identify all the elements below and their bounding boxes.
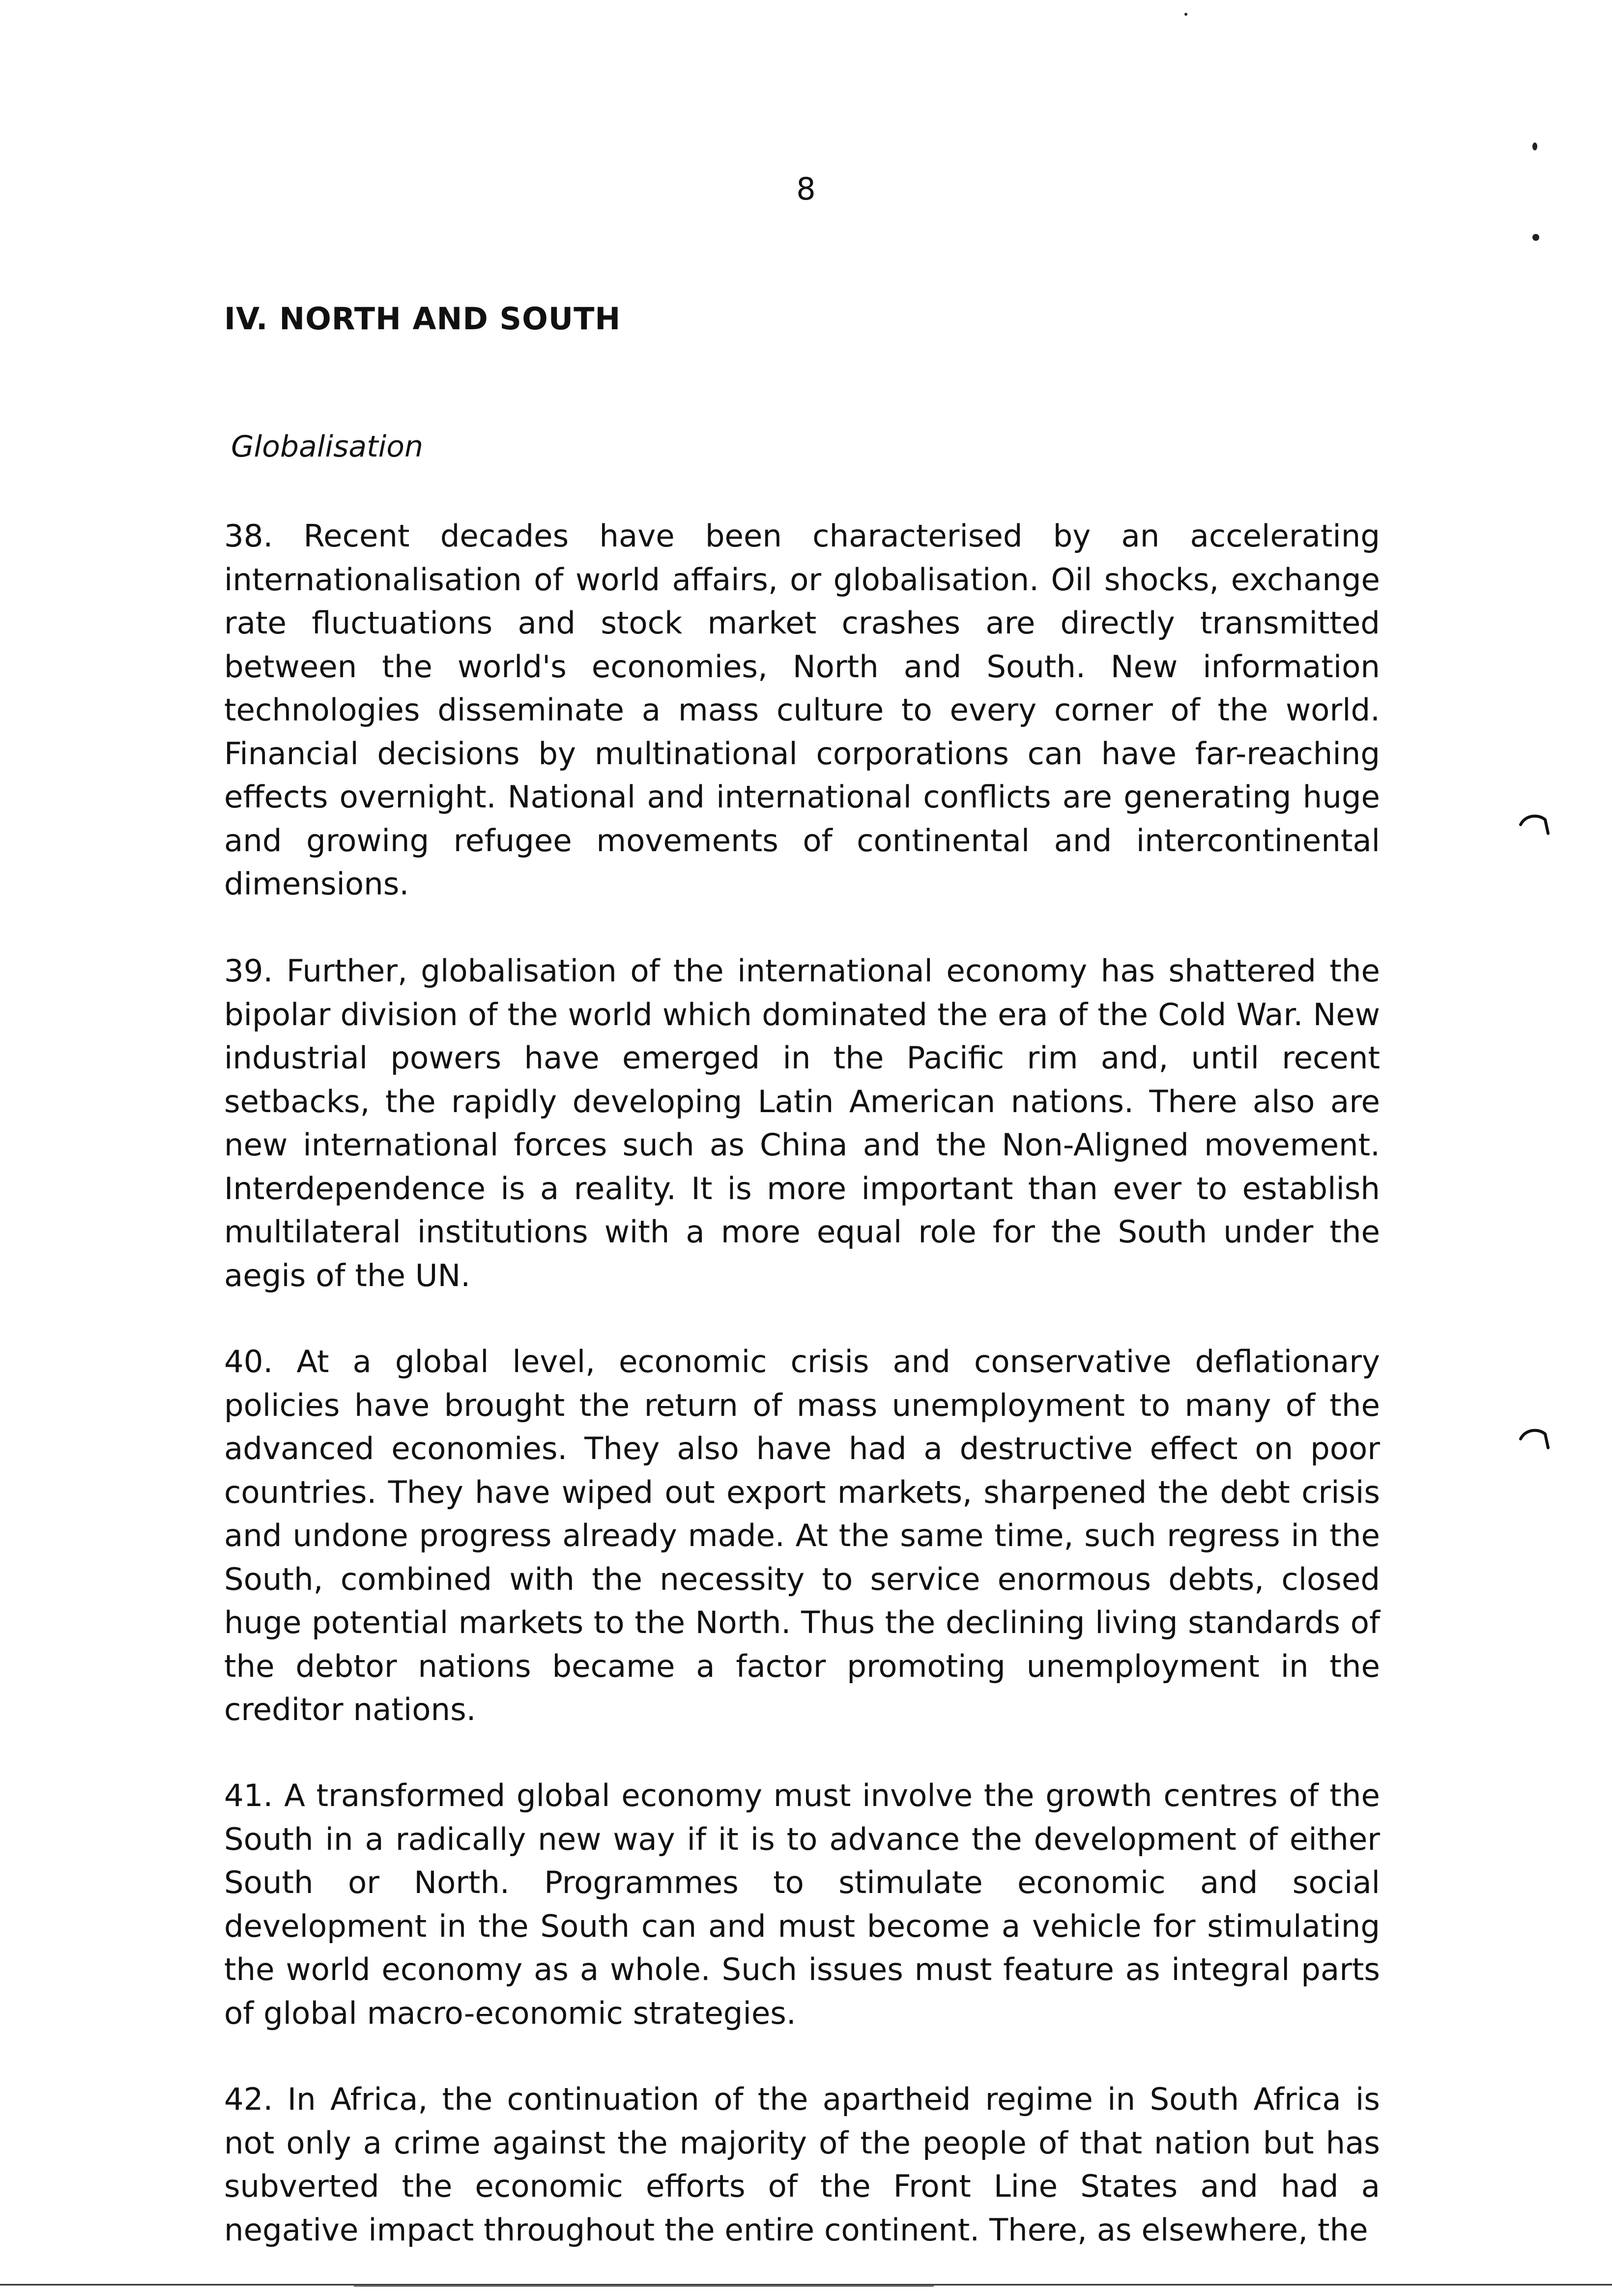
paragraph-42: 42. In Africa, the continuation of the apartheid regime in South Africa is not only a crime against the majority of the people of that nation but has subverted the economic efforts of the Front Line States and had a negative impact throughout the entire continent. There, as elsewhere, the: [224, 2081, 1380, 2248]
scan-speck: [1532, 234, 1539, 241]
paragraph-40: 40. At a global level, economic crisis and conservative deflationary policies have brought the return of mass unemployment to many of the advanced economies. They also have had a destructive effect on poor countries. They have wiped out export markets, sharpened the debt crisis and undone progress already made. At the same time, such regress in the South, combined with the necessity to service enormous debts, closed huge potential markets to the North. Thus the declining living standards of the debtor nations became a factor promoting unemployment in the creditor nations.: [224, 1344, 1380, 1727]
scan-speck: [1184, 13, 1187, 16]
scan-bottom-edge-line: [0, 2283, 1612, 2287]
paragraph-41: 41. A transformed global economy must involve the growth centres of the South in a radically new way if it is to advance the development of either South or North. Programmes to stimulate economic and social development in the South can and must become a vehicle for stimulating the world economy as a whole. Such issues must feature as integral parts of global macro-economic strategies.: [224, 1778, 1380, 2031]
page-number: 8: [796, 171, 816, 207]
section-heading: IV. NORTH AND SOUTH: [224, 301, 621, 337]
margin-hook-mark-icon: [1519, 811, 1553, 835]
scan-speck: [1532, 143, 1537, 150]
margin-hook-mark-icon: [1519, 1425, 1553, 1450]
paragraph-39: 39. Further, globalisation of the international economy has shattered the bipolar division of the world which dominated the era of the Cold War. New industrial powers have emerged in the Pacific rim and, until recent setbacks, the rapidly developing Latin American nations. There also are new international forces such as China and the Non-Aligned movement. Interdependence is a reality. It is more important than ever to establish multilateral institutions with a more equal role for the South under the aegis of the UN.: [224, 953, 1380, 1293]
section-subheading: Globalisation: [231, 430, 424, 464]
paragraph-38: 38. Recent decades have been characterised by an accelerating internationalisation of world affairs, or globalisation. Oil shocks, exchange rate fluctuations and stock market crashes are directly transmitted between the world's economies, North and South. New information technologies disseminate a mass culture to every corner of the world. Financial decisions by multinational corporations can have far-reaching effects overnight. National and international conflicts are generating huge and growing refugee movements of continental and intercontinental dimensions.: [224, 518, 1380, 902]
